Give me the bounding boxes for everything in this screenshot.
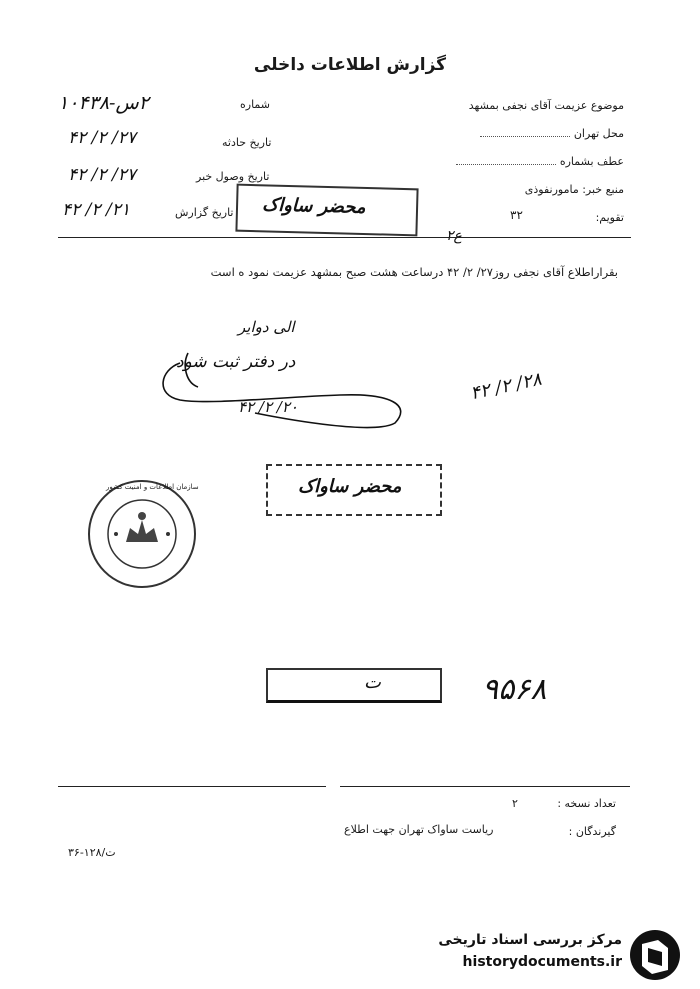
- page-title: گزارش اطلاعات داخلی: [253, 55, 447, 75]
- top-stamp-text: محضر ساواک: [261, 194, 366, 219]
- handwritten-scribble-icon: [150, 335, 420, 435]
- doc-code: ۳۶-۱۲۸/ت: [68, 846, 116, 859]
- header-divider: [58, 237, 631, 238]
- evaluation-label: تقویم:: [595, 211, 624, 224]
- number-label: شماره: [240, 98, 271, 111]
- watermark-logo: [414, 928, 684, 982]
- bottom-stamp: [266, 668, 442, 703]
- source-field: منبع خبر: مامورنفوذی: [524, 183, 624, 196]
- location-dots: [480, 136, 570, 137]
- reference-label: عطف بشماره: [559, 155, 624, 168]
- location-field: [464, 127, 624, 140]
- incident-date-value: ۲۷/ ۲/ ۴۲: [68, 128, 136, 148]
- middle-stamp-text: محضر ساواک: [298, 476, 402, 497]
- seal-ring-text: سازمان اطلاعات و امنیت کشور: [106, 483, 199, 491]
- footer-divider-left: [58, 786, 326, 787]
- doc-number: ۹۵۶۸: [482, 672, 547, 707]
- archive-logo-icon: [628, 928, 682, 982]
- recipients-label: گیرندگان :: [568, 825, 616, 838]
- news-receipt-value: ۲۷/ ۲/ ۴۲: [68, 165, 136, 185]
- official-seal: [86, 478, 198, 590]
- recipients-value: ریاست ساواک تهران جهت اطلاع: [344, 823, 494, 836]
- bottom-stamp-text: ت: [364, 672, 381, 693]
- watermark-line1: مرکز بررسی اسناد تاریخی: [438, 932, 622, 948]
- report-text: بقراراطلاع آقای نجفی روز۲۷/ ۲/ ۴۲ درساعت هشت صبح بمشهد عزیمت نمود ه است: [210, 265, 618, 279]
- handwritten-note-line2: در دفتر ثبت شود: [176, 352, 296, 372]
- report-date-value: ۲۱/ ۲/ ۴۲: [62, 200, 130, 220]
- copies-value: ۲: [512, 797, 518, 810]
- number-value: ۲س-۱۰۴۳۸: [58, 92, 149, 114]
- copies-label: تعداد نسخه :: [557, 797, 616, 810]
- top-stamp: [235, 184, 418, 237]
- evaluation-value: ۳۲: [510, 208, 523, 222]
- seal-emblem-icon: [86, 478, 198, 590]
- right-note: ۲۸/ ۲/ ۴۲: [468, 368, 544, 405]
- reference-dots: [456, 164, 556, 165]
- subject-field: موضوع عزیمت آقای نجفی بمشهد: [468, 99, 624, 112]
- reference-field: [464, 155, 624, 168]
- middle-stamp: [266, 464, 442, 516]
- handwritten-note-line3: ۲۰/ ۲/ ۴۲: [238, 398, 298, 416]
- watermark-line2: historydocuments.ir: [462, 954, 622, 970]
- news-receipt-label: تاریخ وصول خبر: [196, 170, 270, 183]
- footer-divider-right: [340, 786, 630, 787]
- top-scribble: ع۲: [446, 228, 462, 244]
- handwritten-note-line1: الی دوایر: [238, 318, 295, 336]
- location-value: محل تهران: [573, 127, 624, 140]
- report-date-label: تاریخ گزارش: [175, 206, 234, 219]
- incident-date-label: تاریخ حادثه: [222, 136, 272, 149]
